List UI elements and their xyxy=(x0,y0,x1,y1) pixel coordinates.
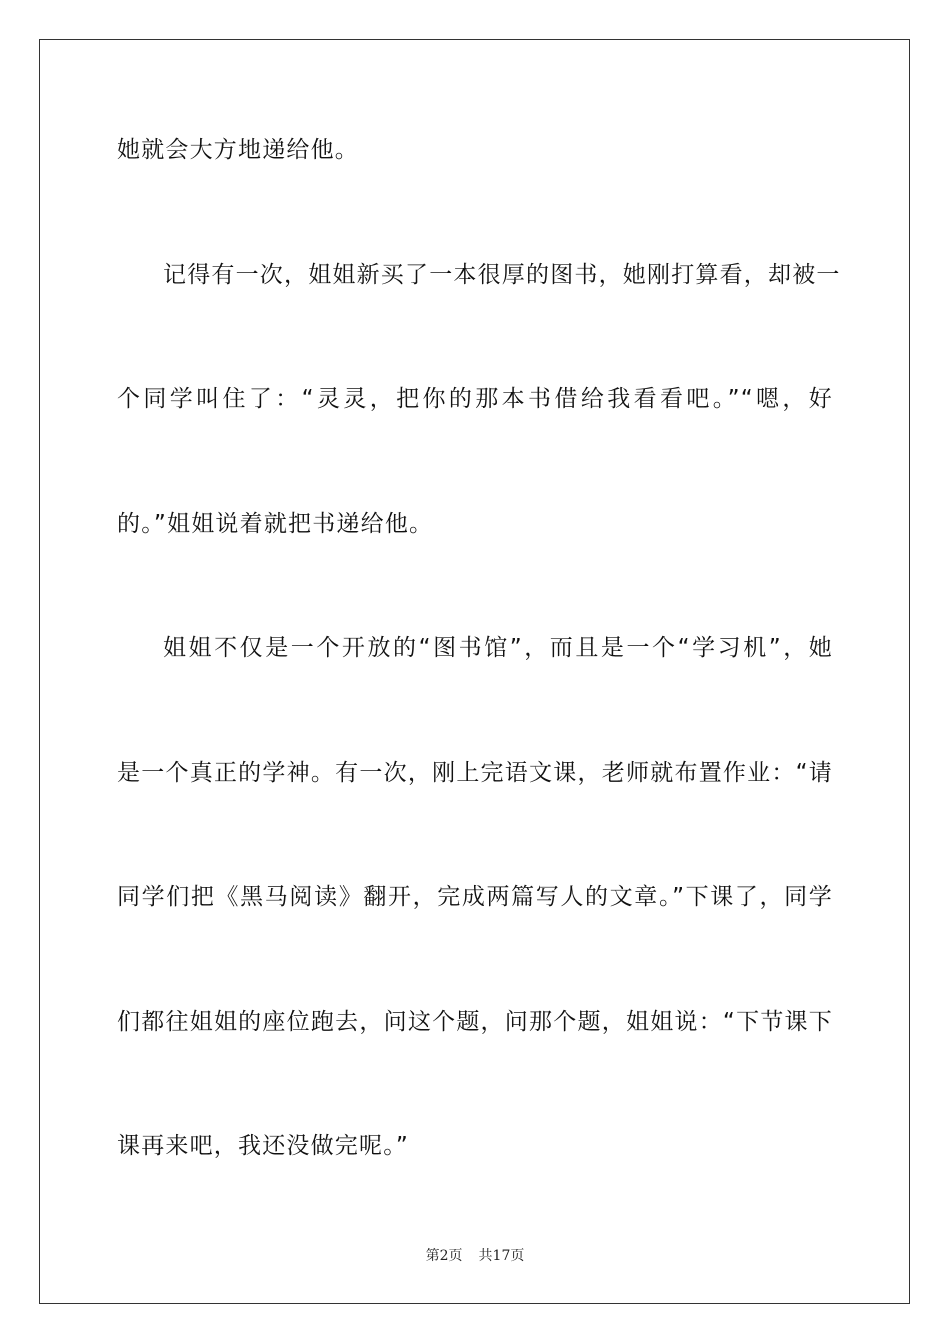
paragraph-line: 们都往姐姐的座位跑去，问这个题，问那个题，姐姐说：“下节课下 xyxy=(117,1009,833,1035)
page-number: 第2页 xyxy=(425,1248,463,1264)
paragraph-line: 课再来吧，我还没做完呢。” xyxy=(117,1133,410,1159)
page-total: 共17页 xyxy=(478,1248,525,1264)
paragraph-line: 她就会大方地递给他。 xyxy=(117,137,359,163)
paragraph-line: 姐姐不仅是一个开放的“图书馆”，而且是一个“学习机”，她 xyxy=(163,635,833,661)
paragraph-line: 记得有一次，姐姐新买了一本很厚的图书，她刚打算看，却被一 xyxy=(163,262,841,288)
paragraph-line: 是一个真正的学神。有一次，刚上完语文课，老师就布置作业：“请 xyxy=(117,760,833,786)
paragraph-line: 同学们把《黑马阅读》翻开，完成两篇写人的文章。”下课了，同学 xyxy=(117,884,833,910)
paragraph-line: 的。”姐姐说着就把书递给他。 xyxy=(117,511,434,537)
page-footer xyxy=(0,1246,950,1266)
page-border xyxy=(39,39,910,1304)
paragraph-line: 个同学叫住了：“灵灵，把你的那本书借给我看看吧。”“嗯，好 xyxy=(117,386,833,412)
